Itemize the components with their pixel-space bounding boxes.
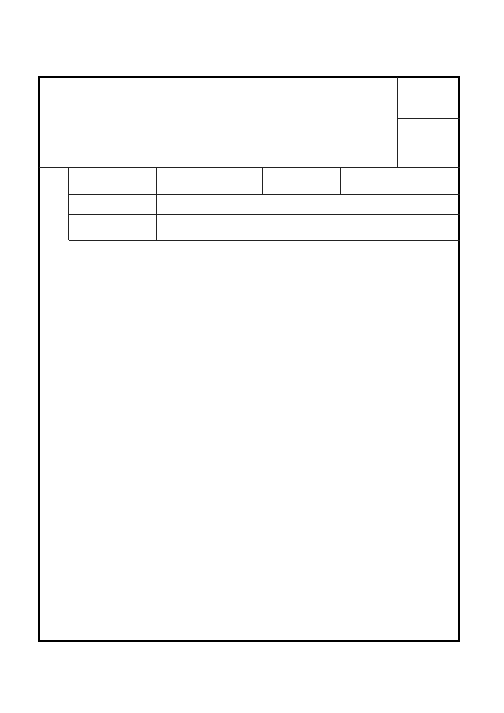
name-field[interactable]: [157, 168, 261, 194]
rrn-field[interactable]: [341, 168, 459, 194]
address-field[interactable]: [157, 195, 387, 213]
